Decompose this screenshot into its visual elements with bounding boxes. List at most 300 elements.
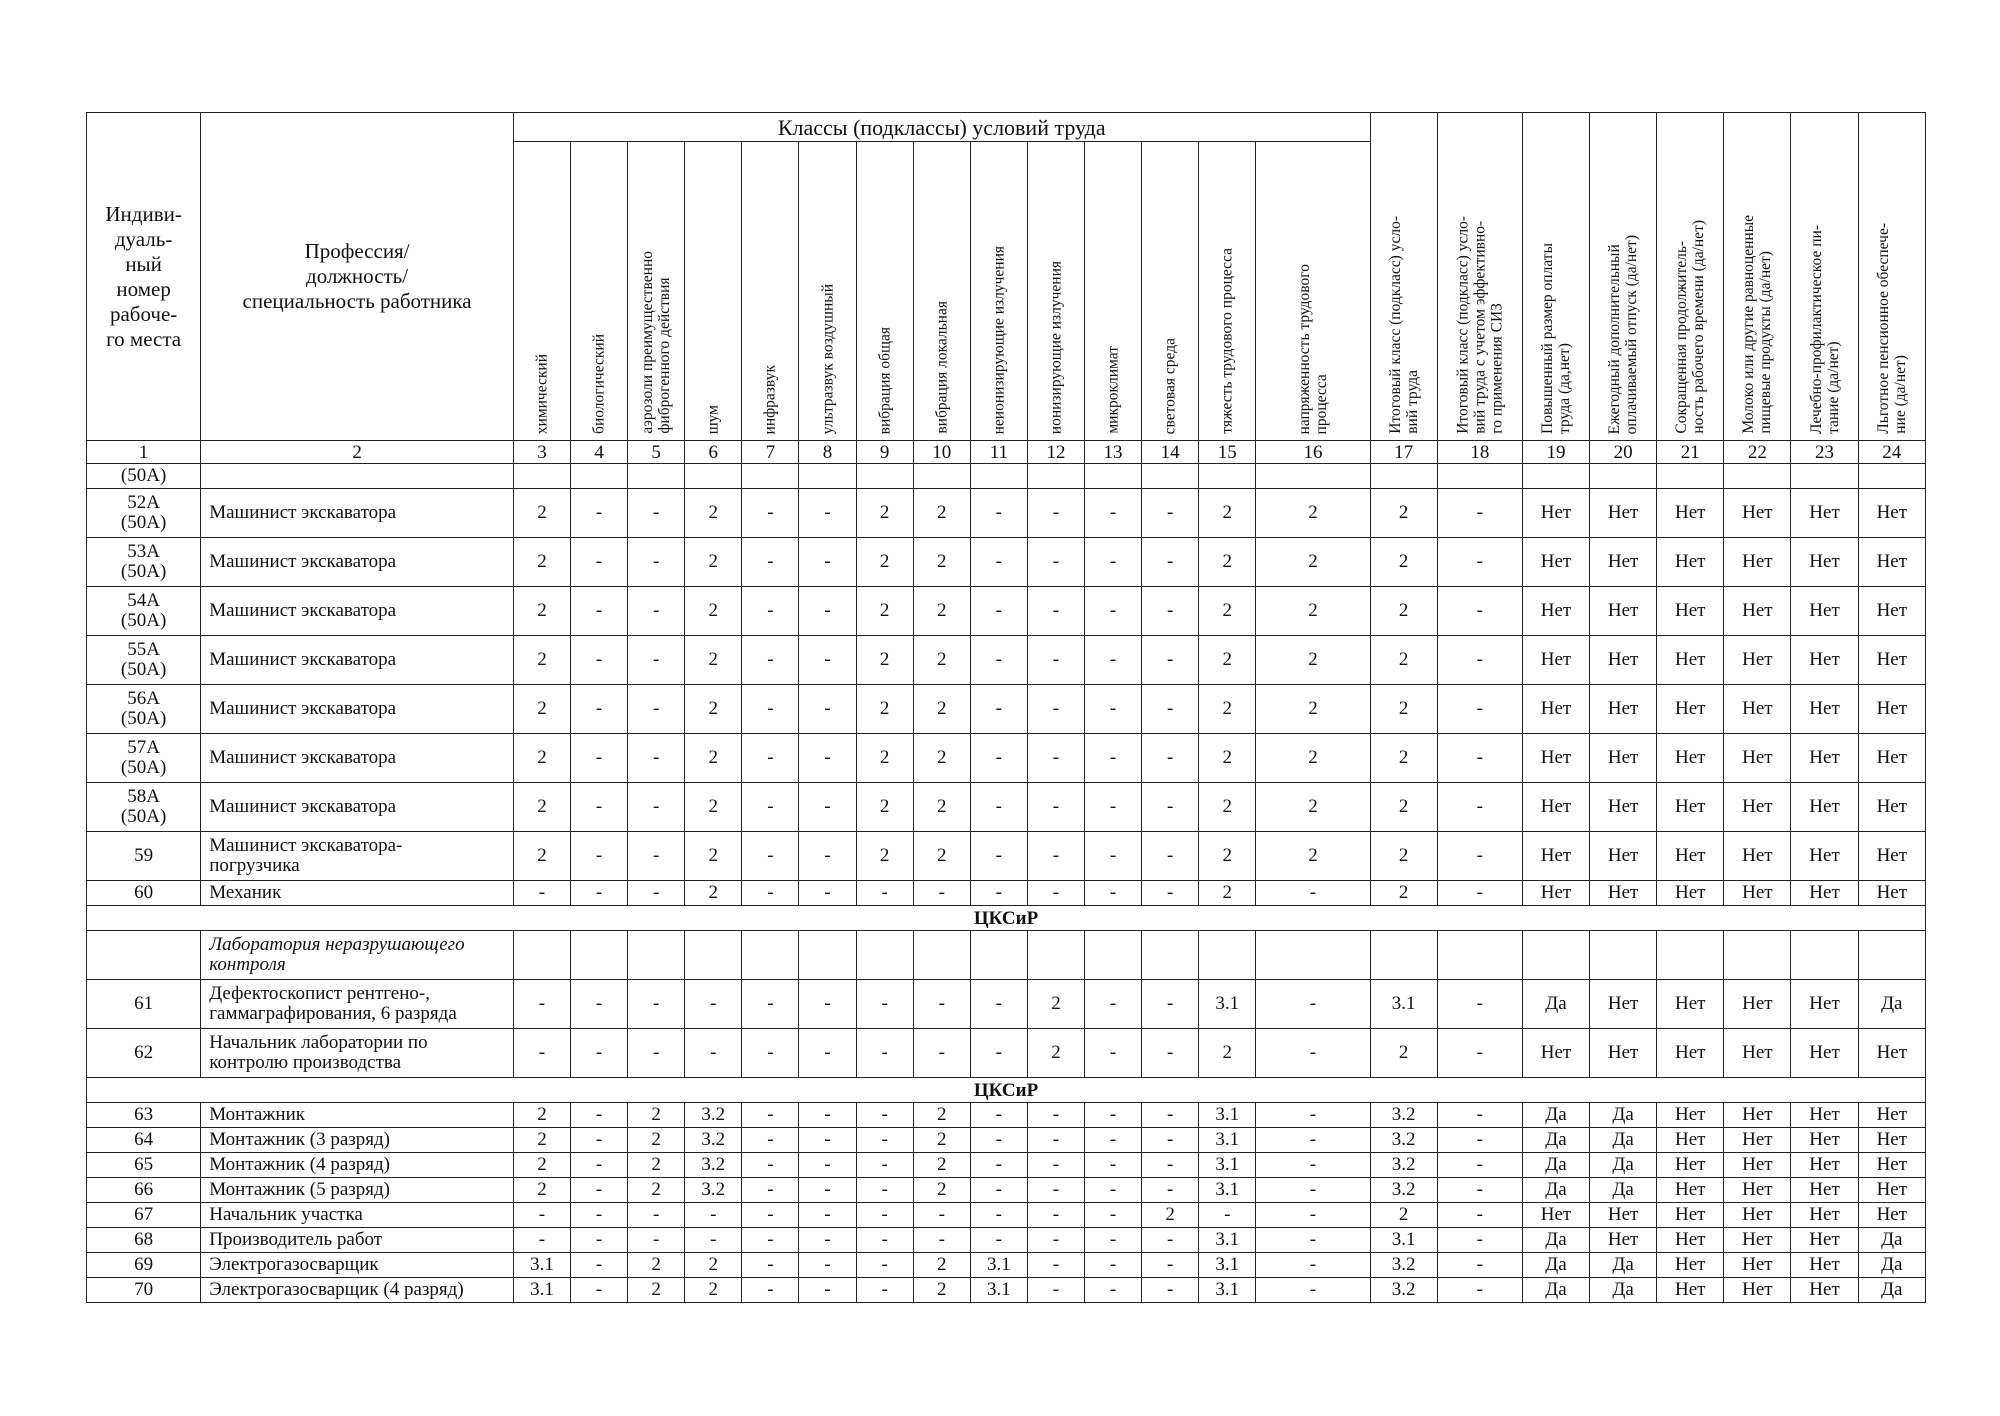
table-cell: - [1437,1178,1522,1203]
table-cell: 2 [628,1153,685,1178]
table-cell: 2 [685,685,742,734]
profession-name: Монтажник [201,1103,514,1128]
workplace-number: 69 [87,1253,201,1278]
table-cell: - [856,1103,913,1128]
table-cell: Нет [1791,489,1858,538]
table-row [87,489,1926,538]
table-row [87,464,1926,489]
col-header-factor-7: инфразвук [742,142,799,441]
table-cell: - [1437,1253,1522,1278]
table-cell [856,931,913,980]
col-header-summary-23: Лечебно-профилактическое пи- тание (да/нет) [1791,113,1858,441]
col-header-factor-14: световая среда [1142,142,1199,441]
table-cell [742,464,799,489]
table-cell [1142,464,1199,489]
table-cell: - [1437,832,1522,881]
col-header-factor-16: напряженность трудового процесса [1256,142,1370,441]
table-cell: Нет [1724,489,1791,538]
table-cell: - [799,1253,856,1278]
table-cell: Нет [1590,832,1657,881]
table-cell: 2 [1199,636,1256,685]
table-cell: Нет [1657,734,1724,783]
table-cell: - [799,832,856,881]
table-cell: - [799,1203,856,1228]
table-cell: 3.1 [1199,1228,1256,1253]
table-cell: Да [1522,1228,1589,1253]
table-cell: Нет [1522,1203,1589,1228]
table-cell: - [1085,980,1142,1029]
table-cell: Нет [1791,1103,1858,1128]
table-cell: 3.1 [1199,1253,1256,1278]
table-cell: - [970,980,1027,1029]
table-cell: - [685,980,742,1029]
table-cell: - [1085,832,1142,881]
column-number: 2 [201,441,514,464]
table-cell: - [1085,636,1142,685]
table-cell: Нет [1522,832,1589,881]
table-cell: - [913,980,970,1029]
table-cell: - [571,881,628,906]
table-cell: 2 [513,1178,570,1203]
table-cell: Да [1522,980,1589,1029]
table-cell: 2 [1256,636,1370,685]
table-cell: 2 [1370,489,1437,538]
table-cell: - [1142,1103,1199,1128]
table-cell: - [799,1103,856,1128]
table-cell: 2 [1370,587,1437,636]
table-cell: - [742,980,799,1029]
table-cell: - [685,1203,742,1228]
table-cell [1590,464,1657,489]
table-cell: 3.1 [513,1253,570,1278]
table-cell: 2 [1027,1029,1084,1078]
table-cell: - [1027,1253,1084,1278]
col-header-summary-20: Ежегодный дополнительный оплачиваемый отпуск (да/нет) [1590,113,1657,441]
workplace-number: 57A (50A) [87,734,201,783]
table-cell: - [571,734,628,783]
table-cell: - [799,1128,856,1153]
table-cell: 2 [913,538,970,587]
table-cell: 3.1 [513,1278,570,1303]
profession-name: Машинист экскаватора- погрузчика [201,832,514,881]
table-cell: - [628,636,685,685]
profession-name: Машинист экскаватора [201,783,514,832]
profession-name: Электрогазосварщик (4 разряд) [201,1278,514,1303]
table-cell: Нет [1858,1178,1925,1203]
table-cell: - [1437,538,1522,587]
table-cell: - [1027,881,1084,906]
table-cell: - [1437,734,1522,783]
table-cell: Нет [1590,881,1657,906]
table-cell: 2 [628,1178,685,1203]
table-cell: - [1085,1253,1142,1278]
table-cell: Нет [1590,636,1657,685]
table-cell: 3.2 [1370,1278,1437,1303]
workplace-number: 68 [87,1228,201,1253]
table-cell: Нет [1858,636,1925,685]
table-cell [1657,464,1724,489]
table-cell: 2 [1370,783,1437,832]
table-row [87,1278,1926,1303]
table-cell: - [856,1128,913,1153]
workplace-number: 59 [87,832,201,881]
table-cell: 2 [513,1128,570,1153]
table-cell: 2 [685,489,742,538]
table-cell: 2 [628,1128,685,1153]
table-cell: Нет [1791,832,1858,881]
table-cell: - [799,980,856,1029]
table-cell: - [742,1203,799,1228]
table-row [87,783,1926,832]
table-cell: Да [1522,1128,1589,1153]
col-header-factor-15: тяжесть трудового процесса [1199,142,1256,441]
table-cell: - [1256,1203,1370,1228]
table-row [87,1029,1926,1078]
table-cell: - [1085,734,1142,783]
column-number: 1 [87,441,201,464]
table-cell: - [1142,1128,1199,1153]
table-cell: - [1437,489,1522,538]
table-row [87,587,1926,636]
table-cell: Нет [1724,538,1791,587]
table-cell: - [1256,1278,1370,1303]
table-cell: - [913,881,970,906]
section-title: ЦКСиР [87,906,1926,931]
table-cell: 2 [1256,832,1370,881]
table-cell: 2 [1370,832,1437,881]
table-cell: - [1437,685,1522,734]
workplace-number: 52A (50A) [87,489,201,538]
table-cell: - [1027,1203,1084,1228]
table-cell: - [513,1029,570,1078]
group-header-classes: Классы (подклассы) условий труда [513,113,1370,142]
column-number: 4 [571,441,628,464]
table-cell: - [913,1203,970,1228]
table-cell: 2 [1370,1029,1437,1078]
table-cell: - [571,587,628,636]
table-cell: - [1085,538,1142,587]
table-cell: Нет [1590,489,1657,538]
table-cell: - [513,1228,570,1253]
table-cell: Нет [1724,636,1791,685]
table-cell: - [1256,1228,1370,1253]
table-cell: - [1085,1103,1142,1128]
table-cell: Нет [1791,1153,1858,1178]
table-cell: Нет [1791,1278,1858,1303]
table-cell: - [742,587,799,636]
table-cell: 2 [513,1103,570,1128]
table-cell: - [1085,1029,1142,1078]
table-cell: Да [1522,1278,1589,1303]
table-cell: 2 [1199,1029,1256,1078]
table-cell: Нет [1724,1278,1791,1303]
table-cell: - [1142,636,1199,685]
table-cell: Нет [1791,587,1858,636]
table-row [87,1128,1926,1153]
table-cell: 2 [913,1153,970,1178]
table-cell: Нет [1657,1228,1724,1253]
table-cell [1791,464,1858,489]
table-cell: Нет [1858,489,1925,538]
table-cell: 2 [1256,587,1370,636]
table-cell: - [1027,636,1084,685]
table-cell: 2 [685,734,742,783]
table-cell: - [856,1203,913,1228]
table-cell: - [1199,1203,1256,1228]
table-cell: 2 [913,832,970,881]
table-cell: 2 [856,783,913,832]
workplace-number: 70 [87,1278,201,1303]
table-cell: Нет [1724,1253,1791,1278]
table-cell: 2 [856,587,913,636]
table-cell: - [1437,980,1522,1029]
table-cell: 2 [856,685,913,734]
table-cell [799,464,856,489]
table-cell: - [799,538,856,587]
table-cell [685,464,742,489]
section-title: ЦКСиР [87,1078,1926,1103]
table-cell: Нет [1590,1029,1657,1078]
table-cell: 3.2 [1370,1253,1437,1278]
col-header-factor-3: химический [513,142,570,441]
profession-name: Машинист экскаватора [201,685,514,734]
table-cell: - [571,980,628,1029]
table-cell: 2 [513,783,570,832]
profession-name: Лаборатория неразрушающего контроля [201,931,514,980]
table-cell: Нет [1522,685,1589,734]
table-cell: - [856,1029,913,1078]
table-body [87,464,1926,1303]
table-cell: - [1142,1029,1199,1078]
table-cell: - [1142,734,1199,783]
working-conditions-table [86,112,1926,1303]
table-cell: - [742,489,799,538]
table-cell: Нет [1858,783,1925,832]
table-cell [1437,931,1522,980]
table-cell: - [628,783,685,832]
table-cell: Нет [1791,1178,1858,1203]
table-cell [1199,931,1256,980]
table-cell: 2 [1199,881,1256,906]
table-cell: - [742,1228,799,1253]
table-cell: - [571,489,628,538]
table-cell: - [799,685,856,734]
table-cell: 2 [685,1278,742,1303]
table-cell [1858,931,1925,980]
table-cell: - [1085,881,1142,906]
workplace-number: 54A (50A) [87,587,201,636]
profession-name [201,464,514,489]
table-cell: - [628,734,685,783]
table-cell: Нет [1858,1103,1925,1128]
profession-name: Механик [201,881,514,906]
table-cell: Нет [1858,1203,1925,1228]
table-cell: Нет [1590,685,1657,734]
table-cell: - [513,1203,570,1228]
table-cell: Нет [1522,489,1589,538]
table-cell: - [970,1153,1027,1178]
table-cell: 2 [513,489,570,538]
table-cell: Да [1590,1253,1657,1278]
col-header-summary-24: Льготное пенсионное обеспече- ние (да/нет) [1858,113,1925,441]
workplace-number: 66 [87,1178,201,1203]
table-cell: - [1142,587,1199,636]
table-cell: - [571,1128,628,1153]
col-header-profession: Профессия/ должность/ специальность работника [201,113,514,441]
table-cell: 2 [913,685,970,734]
table-cell: Нет [1724,1128,1791,1153]
table-cell: 2 [913,489,970,538]
col-header-factor-8: ультразвук воздушный [799,142,856,441]
table-cell: - [1256,1253,1370,1278]
profession-name: Машинист экскаватора [201,489,514,538]
profession-name: Монтажник (4 разряд) [201,1153,514,1178]
table-row [87,685,1926,734]
table-cell [1370,464,1437,489]
table-cell: Нет [1657,832,1724,881]
table-cell [742,931,799,980]
column-number: 8 [799,441,856,464]
table-cell: 2 [913,1178,970,1203]
sout-summary-sheet [86,112,1926,1303]
table-cell: Нет [1522,1029,1589,1078]
table-cell: - [1027,1178,1084,1203]
table-cell: 2 [685,1253,742,1278]
table-cell: Нет [1522,783,1589,832]
col-header-summary-21: Сокращенная продолжитель- ность рабочего времени (да/нет) [1657,113,1724,441]
table-cell: - [1256,1128,1370,1153]
table-cell: - [1437,1128,1522,1153]
table-cell: - [970,832,1027,881]
table-cell: - [1142,783,1199,832]
table-cell: 2 [1199,587,1256,636]
table-cell: 3.1 [1370,980,1437,1029]
table-cell: Нет [1522,734,1589,783]
table-cell [1858,464,1925,489]
table-cell: - [571,1178,628,1203]
table-cell [1522,464,1589,489]
table-cell: Нет [1858,1128,1925,1153]
table-cell: - [970,685,1027,734]
table-row [87,832,1926,881]
table-cell: Нет [1858,734,1925,783]
table-row [87,636,1926,685]
table-cell: 2 [1199,489,1256,538]
column-number: 19 [1522,441,1589,464]
table-row [87,1178,1926,1203]
column-number: 7 [742,441,799,464]
table-cell: 2 [685,881,742,906]
table-row [87,1203,1926,1228]
column-number: 22 [1724,441,1791,464]
table-cell: Да [1590,1153,1657,1178]
table-cell: Да [1522,1178,1589,1203]
table-cell: - [1027,783,1084,832]
table-cell: - [970,1029,1027,1078]
table-cell: Нет [1791,538,1858,587]
column-number: 16 [1256,441,1370,464]
table-cell: - [799,734,856,783]
table-cell [1199,464,1256,489]
table-cell: - [1085,1153,1142,1178]
table-cell: - [856,1278,913,1303]
table-row [87,980,1926,1029]
table-cell: Да [1590,1178,1657,1203]
table-cell: - [742,1029,799,1078]
profession-name: Машинист экскаватора [201,538,514,587]
table-cell: - [571,1228,628,1253]
table-cell: 2 [913,783,970,832]
table-cell: - [1142,1253,1199,1278]
workplace-number: 62 [87,1029,201,1078]
table-cell: 2 [1370,734,1437,783]
table-cell: Нет [1858,685,1925,734]
table-cell: Нет [1791,685,1858,734]
table-cell: Нет [1590,587,1657,636]
table-cell: 2 [913,1278,970,1303]
table-cell [513,464,570,489]
table-cell: 2 [513,832,570,881]
table-cell: Нет [1724,1029,1791,1078]
table-cell: - [685,1228,742,1253]
workplace-number: 61 [87,980,201,1029]
table-cell: - [856,1153,913,1178]
table-cell: - [799,1153,856,1178]
table-cell: Нет [1858,538,1925,587]
table-cell [970,464,1027,489]
table-cell: Нет [1724,587,1791,636]
table-cell [1085,464,1142,489]
table-cell: - [1027,1228,1084,1253]
table-cell: Нет [1791,783,1858,832]
table-cell: Нет [1657,489,1724,538]
table-cell: Нет [1858,881,1925,906]
table-cell: Нет [1657,980,1724,1029]
table-cell: 2 [685,783,742,832]
col-header-summary-22: Молоко или другие равноценные пищевые продукты (да/нет) [1724,113,1791,441]
workplace-number: 58A (50A) [87,783,201,832]
col-header-workplace-number: Индиви- дуаль- ный номер рабоче- го места [87,113,201,441]
table-cell: 3.1 [1199,980,1256,1029]
table-cell: Нет [1657,1103,1724,1128]
table-cell: 2 [913,587,970,636]
table-cell: Нет [1657,1278,1724,1303]
table-cell: Да [1858,1253,1925,1278]
table-cell [913,931,970,980]
table-cell [1027,464,1084,489]
table-cell: Да [1858,980,1925,1029]
table-cell: Нет [1791,980,1858,1029]
table-cell: - [1256,1178,1370,1203]
table-cell [1791,931,1858,980]
table-cell: 2 [685,636,742,685]
table-cell: Нет [1724,832,1791,881]
table-cell: - [1085,1128,1142,1153]
table-cell: Нет [1791,734,1858,783]
profession-name: Дефектоскопист рентгено-, гаммаграфирования, 6 разряда [201,980,514,1029]
table-cell: - [1085,489,1142,538]
column-number: 5 [628,441,685,464]
column-number: 10 [913,441,970,464]
table-header [87,113,1926,464]
table-cell: 2 [1256,489,1370,538]
table-cell: 3.2 [685,1178,742,1203]
workplace-number: 65 [87,1153,201,1178]
table-cell: - [571,832,628,881]
table-cell: 2 [628,1278,685,1303]
table-cell: 2 [913,734,970,783]
table-cell: Да [1590,1103,1657,1128]
